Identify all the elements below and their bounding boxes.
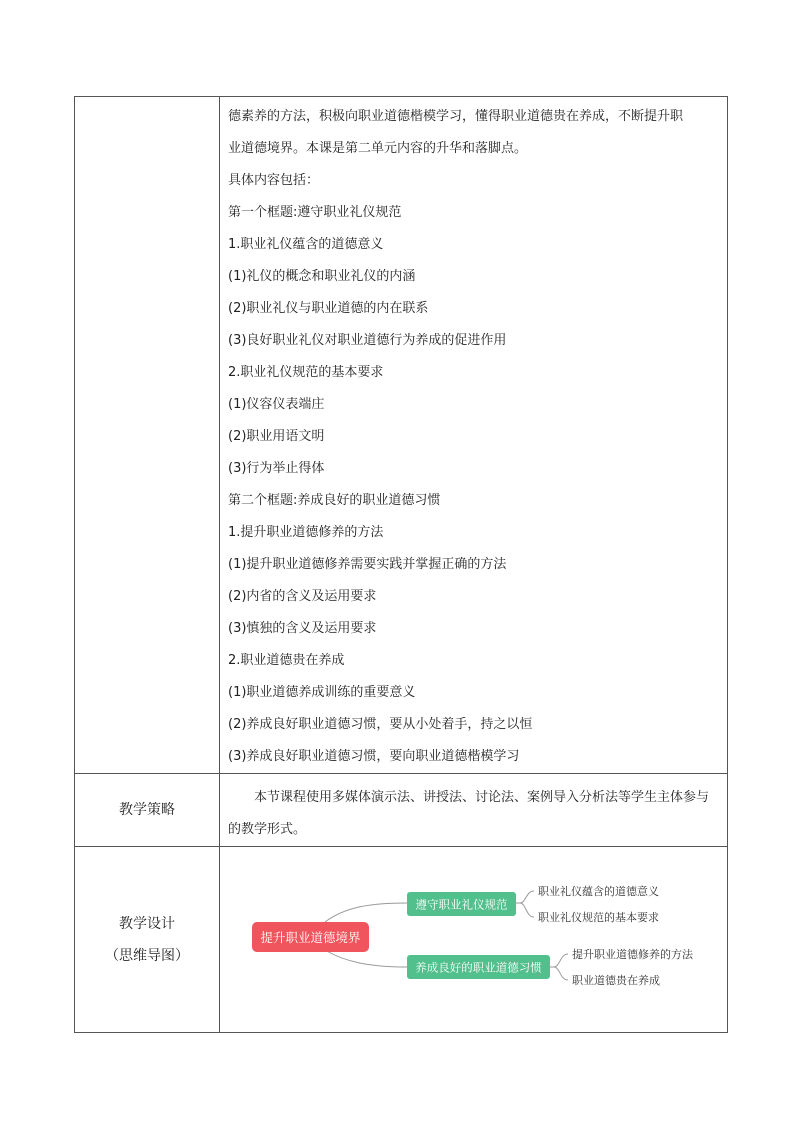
content-line: 1.提升职业道德修养的方法 [228,525,384,540]
content-line: (1)礼仪的概念和职业礼仪的内涵 [228,269,416,284]
branch-node-label: 遵守职业礼仪规范 [415,897,508,912]
content-line: (2)内省的含义及运用要求 [228,589,377,604]
content-row [75,97,728,774]
connector-branch1-leaves [516,891,534,917]
content-line: 2.职业礼仪规范的基本要求 [228,365,384,380]
design-label-cell [75,847,220,1033]
connector-root-branch2 [325,950,407,967]
content-line: 第二个框题:养成良好的职业道德习惯 [228,493,441,508]
strategy-text: 本节课程使用多媒体演示法、讲授法、讨论法、案例导入分析法等学生主体参与的教学形式。 [228,790,710,837]
branch-node-label: 养成良好的职业道德习惯 [415,960,542,975]
design-label: 教学设计 [119,915,175,932]
leaf-node-label: 提升职业道德修养的方法 [572,948,693,961]
content-line: (3)养成良好职业道德习惯，要向职业道德楷模学习 [228,749,520,764]
content-line: (3)行为举止得体 [228,461,325,476]
content-line: (3)慎独的含义及运用要求 [228,621,377,636]
content-line: 1.职业礼仪蕴含的道德意义 [228,237,384,252]
lesson-plan-table [74,96,728,1033]
connector-root-branch1 [325,903,407,922]
strategy-cell [220,774,728,847]
content-line: (2)职业礼仪与职业道德的内在联系 [228,301,429,316]
leaf-node-label: 职业礼仪蕴含的道德意义 [538,885,659,898]
connector-branch2-leaves [550,954,568,980]
content-line: (2)职业用语文明 [228,429,325,444]
root-node-label: 提升职业道德境界 [260,930,361,945]
content-line: 业道德境界。本课是第二单元内容的升华和落脚点。 [228,141,528,156]
content-line: 具体内容包括： [228,173,320,188]
content-label-cell [75,97,220,774]
content-line: (1)提升职业道德修养需要实践并掌握正确的方法 [228,557,507,572]
strategy-label: 教学策略 [119,802,175,818]
content-line: (3)良好职业礼仪对职业道德行为养成的促进作用 [228,333,507,348]
mind-map [220,847,728,1028]
leaf-node-label: 职业道德贵在养成 [572,974,660,987]
design-row [75,847,728,1033]
content-line: 2.职业道德贵在养成 [228,653,345,668]
content-line: 德素养的方法，积极向职业道德楷模学习，懂得职业道德贵在养成，不断提升职 [228,109,684,124]
leaf-node-label: 职业礼仪规范的基本要求 [538,911,659,924]
content-line: 第一个框题:遵守职业礼仪规范 [228,205,402,220]
strategy-row [75,774,728,847]
design-sublabel: （思维导图） [105,947,189,964]
content-line: (2)养成良好职业道德习惯，要从小处着手，持之以恒 [228,717,533,732]
design-cell [220,847,728,1033]
content-cell [220,97,728,774]
strategy-label-cell [75,774,220,847]
content-line: (1)仪容仪表端庄 [228,397,325,412]
content-line: (1)职业道德养成训练的重要意义 [228,685,416,700]
